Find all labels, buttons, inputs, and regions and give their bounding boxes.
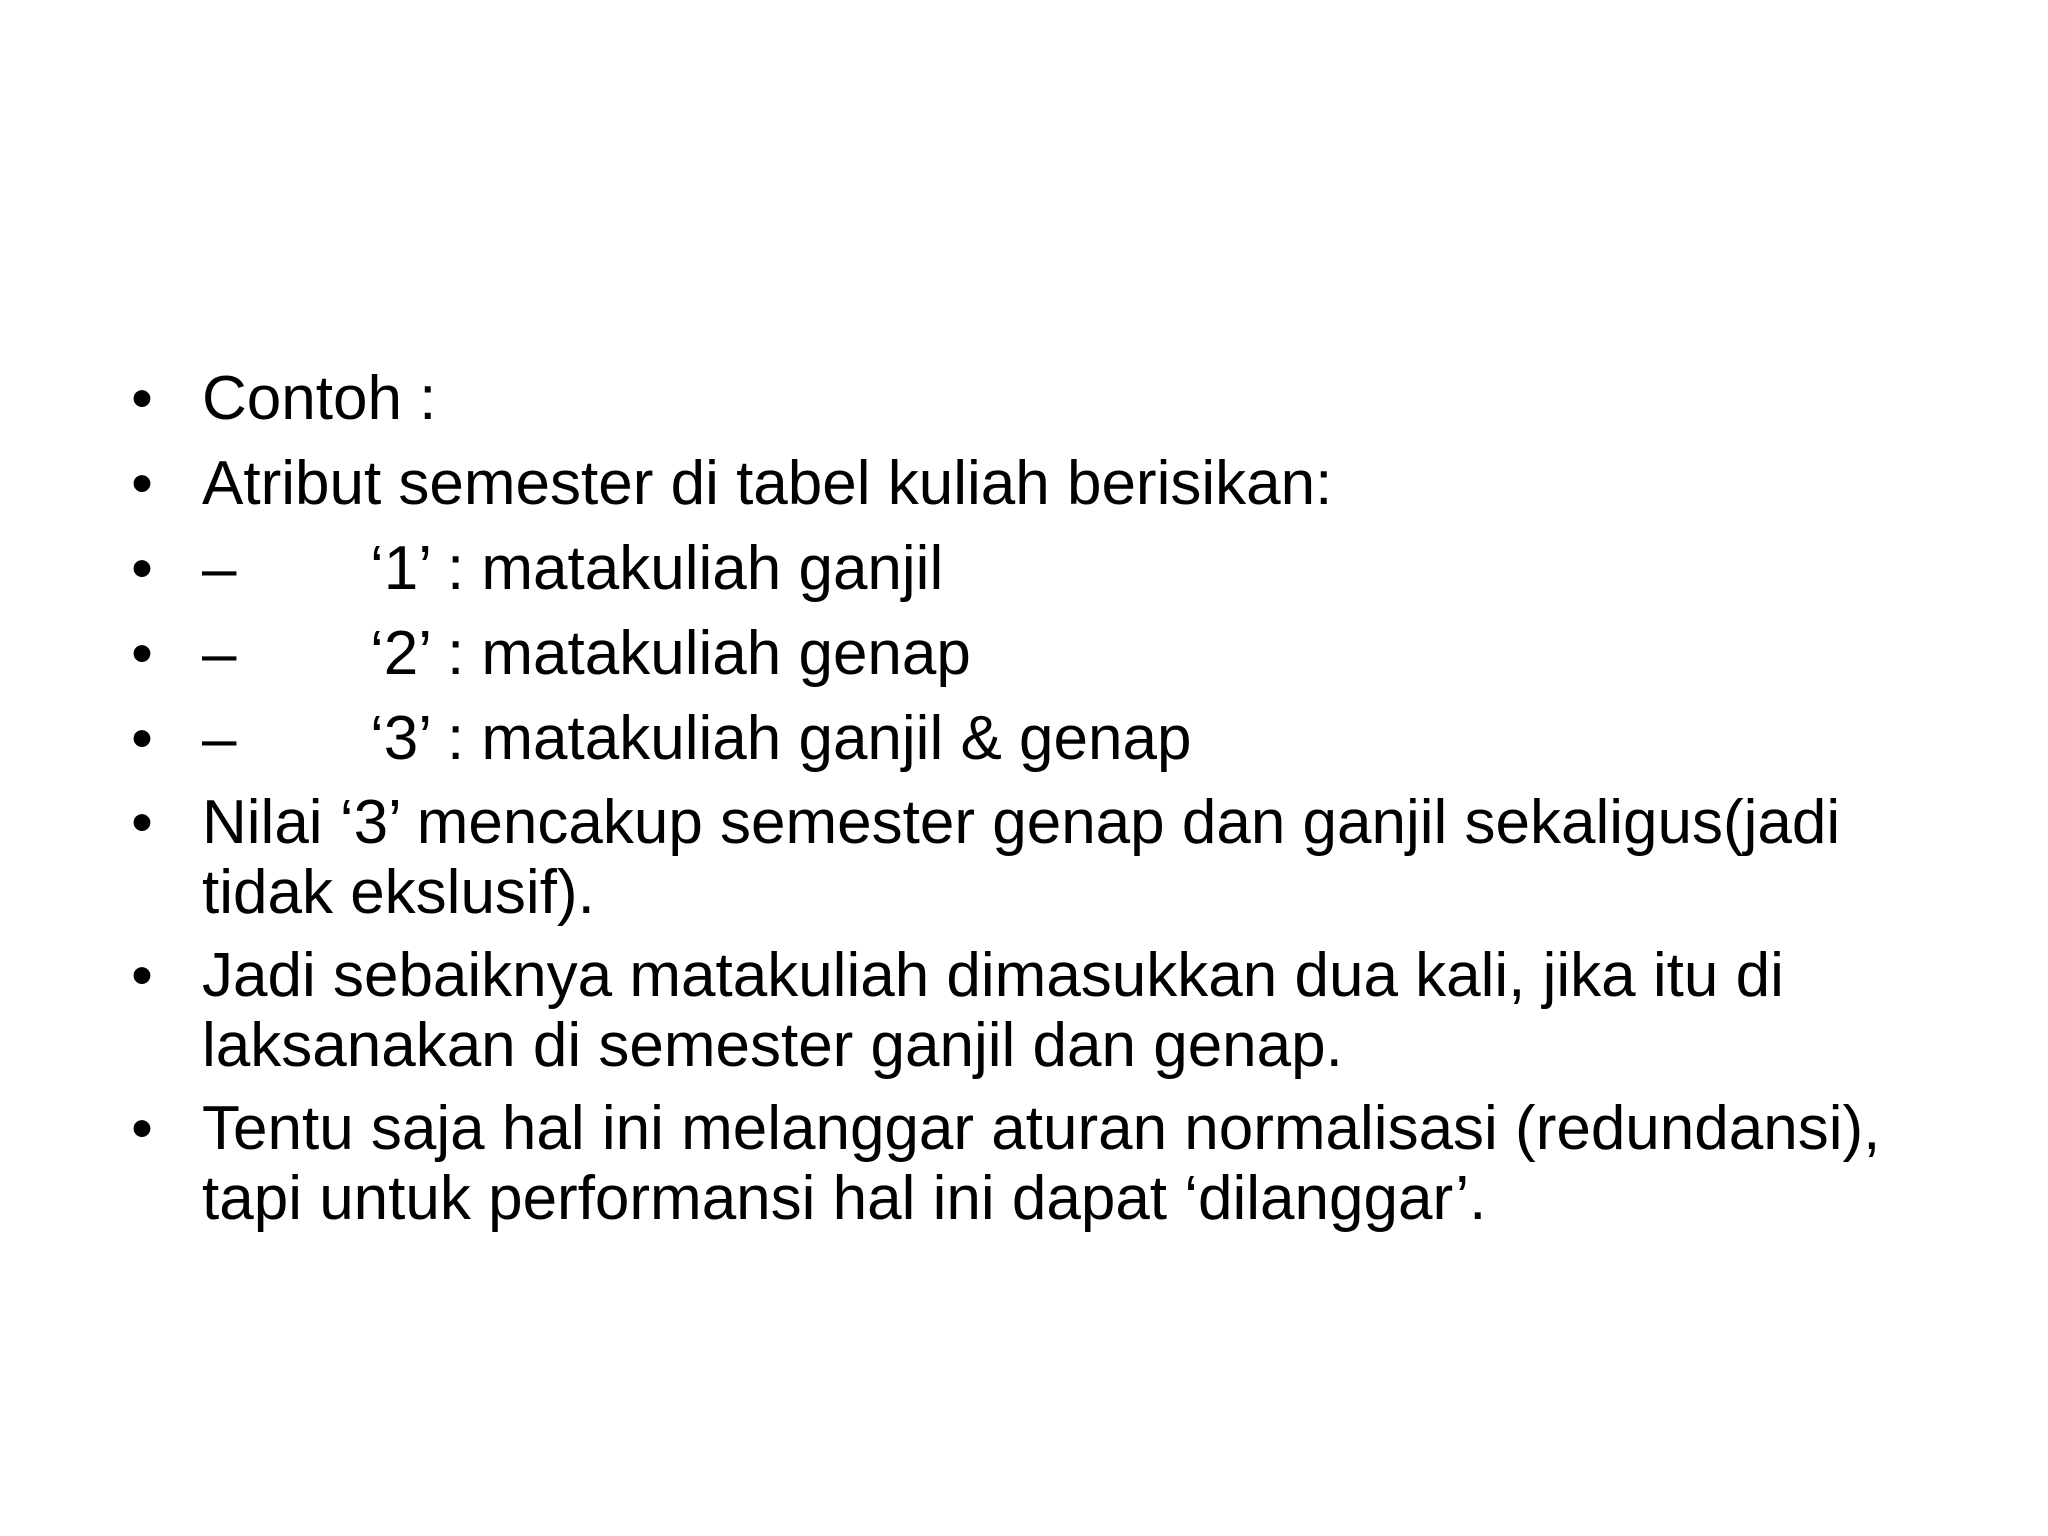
list-item <box>122 618 1962 690</box>
item-text: Tentu saja hal ini melanggar aturan normalisasi (redundansi), tapi untuk performansi hal ini dapat ‘dilanggar’. <box>202 1094 1881 1233</box>
item-text: Atribut semester di tabel kuliah berisikan: <box>202 449 1333 518</box>
bullet-icon: • <box>131 534 153 603</box>
list-item <box>122 941 1962 1081</box>
dash-marker: – <box>202 534 237 603</box>
bullet-icon: • <box>131 619 153 688</box>
bullet-icon: • <box>131 788 153 857</box>
bullet-icon: • <box>131 1094 153 1163</box>
bullet-icon: • <box>131 941 153 1010</box>
item-text: ‘2’ : matakuliah genap <box>370 619 971 688</box>
list-item <box>122 533 1962 605</box>
list-item <box>122 703 1962 775</box>
item-text: Jadi sebaiknya matakuliah dimasukkan dua kali, jika itu di laksanakan di semester ganjil dan genap. <box>202 941 1784 1080</box>
item-text: ‘3’ : matakuliah ganjil & genap <box>370 704 1192 773</box>
bullet-list <box>122 363 1962 1247</box>
bullet-icon: • <box>131 364 153 433</box>
list-item <box>122 1094 1962 1234</box>
dash-marker: – <box>202 619 237 688</box>
item-text: ‘1’ : matakuliah ganjil <box>370 534 944 603</box>
list-item <box>122 788 1962 928</box>
list-item <box>122 448 1962 520</box>
bullet-icon: • <box>131 704 153 773</box>
item-text: Nilai ‘3’ mencakup semester genap dan ganjil sekaligus(jadi tidak ekslusif). <box>202 788 1841 927</box>
item-text: Contoh : <box>202 364 437 433</box>
dash-marker: – <box>202 704 237 773</box>
list-item <box>122 363 1962 435</box>
bullet-icon: • <box>131 449 153 518</box>
